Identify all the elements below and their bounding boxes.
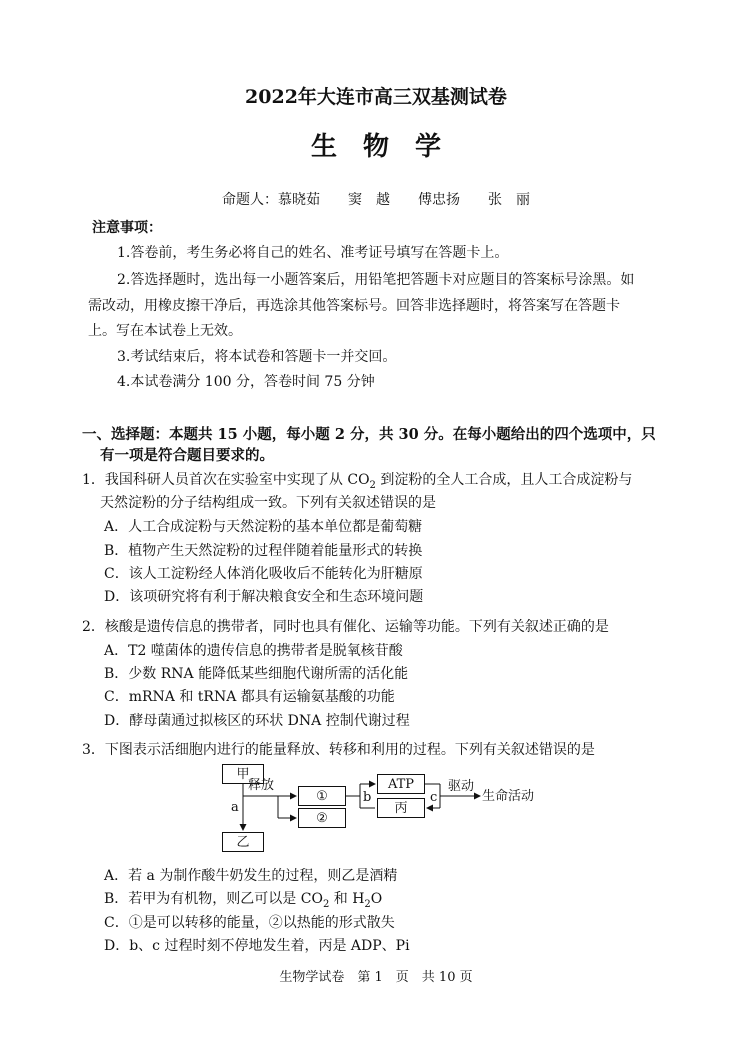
q3-option-c: C．①是可以转移的能量，②以热能的形式散失 xyxy=(104,915,395,931)
page-footer: 生物学试卷 第 1 页 共 10 页 xyxy=(279,970,473,985)
q1-stem-line-1: 1．我国科研人员首次在实验室中实现了从 $CO_2$ 到淀粉的全人工合成，且人工合成淀粉与 xyxy=(82,472,633,491)
q2-stem: 2．核酸是遗传信息的携带者，同时也具有催化、运输等功能。下列有关叙述正确的是 xyxy=(82,619,609,635)
notice-item-2-line-3: 上。写在本试卷上无效。 xyxy=(88,323,242,339)
q2-option-c: C．mRNA 和 tRNA 都具有运输氨基酸的功能 xyxy=(104,689,395,705)
notice-item-2-line-2: 需改动，用橡皮擦干净后，再选涂其他答案标号。回答非选择题时，将答案写在答题卡 xyxy=(88,298,620,314)
notice-item-1: 1.答卷前，考生务必将自己的姓名、准考证号填写在答题卡上。 xyxy=(117,245,509,261)
q2-option-d: D．酵母菌通过拟核区的环状 DNA 控制代谢过程 xyxy=(104,713,410,729)
authors-line: 命题人：慕晓茹 窦 越 傅忠扬 张 丽 xyxy=(222,192,530,208)
subject-title: 生物学 xyxy=(310,132,467,162)
q3-option-d: D．b、c 过程时刻不停地发生着，丙是 ADP、Pi xyxy=(104,938,410,954)
q1-option-c: C．该人工淀粉经人体消化吸收后不能转化为肝糖原 xyxy=(104,566,423,582)
notice-item-2-line-1: 2.答选择题时，选出每一小题答案后，用铅笔把答题卡对应题目的答案标号涂黑。如 xyxy=(117,272,635,288)
q1-option-b: B．植物产生天然淀粉的过程伴随着能量形式的转换 xyxy=(104,543,423,559)
diagram-label-a: a xyxy=(231,800,239,815)
diagram-box-bing: 丙 xyxy=(377,798,425,818)
notice-item-3: 3.考试结束后，将本试卷和答题卡一并交回。 xyxy=(117,349,397,365)
notice-heading: 注意事项： xyxy=(92,220,162,236)
notice-item-4: 4.本试卷满分 100 分，答卷时间 75 分钟 xyxy=(117,374,375,390)
diagram-box-energy-1: ① xyxy=(298,786,346,806)
energy-flow-diagram xyxy=(212,762,552,858)
q3-option-a: A．若 a 为制作酸牛奶发生的过程，则乙是酒精 xyxy=(104,868,398,884)
diagram-label-release: 释放 xyxy=(248,778,275,793)
q3-option-b: B．若甲为有机物，则乙可以是 $CO_2$ 和 $H_2O$ xyxy=(104,891,383,910)
q3-stem: 3．下图表示活细胞内进行的能量释放、转移和利用的过程。下列有关叙述错误的是 xyxy=(82,742,595,758)
diagram-box-energy-2: ② xyxy=(298,808,346,828)
diagram-box-yi: 乙 xyxy=(222,832,264,852)
diagram-label-life-activity: 生命活动 xyxy=(482,789,535,804)
q2-option-a: A．T2 噬菌体的遗传信息的携带者是脱氧核苷酸 xyxy=(104,643,403,659)
diagram-label-drive: 驱动 xyxy=(448,779,475,794)
q1-option-a: A．人工合成淀粉与天然淀粉的基本单位都是葡萄糖 xyxy=(104,519,423,535)
section-1-heading-line-1: 一、选择题：本题共 15 小题，每小题 2 分，共 30 分。在每小题给出的四个选项中，只 xyxy=(82,426,656,443)
diagram-box-atp: ATP xyxy=(377,774,425,794)
q2-option-b: B．少数 RNA 能降低某些细胞代谢所需的活化能 xyxy=(104,666,409,682)
exam-title: 2022年大连市高三双基测试卷 xyxy=(245,86,507,108)
diagram-label-c: c xyxy=(430,790,438,805)
section-1-heading-line-2: 有一项是符合题目要求的。 xyxy=(100,447,274,464)
diagram-label-b: b xyxy=(363,790,372,805)
q1-option-d: D．该项研究将有利于解决粮食安全和生态环境问题 xyxy=(104,589,424,605)
diagram-box-jia: 甲 xyxy=(222,764,264,784)
q1-stem-line-2: 天然淀粉的分子结构组成一致。下列有关叙述错误的是 xyxy=(100,495,436,511)
